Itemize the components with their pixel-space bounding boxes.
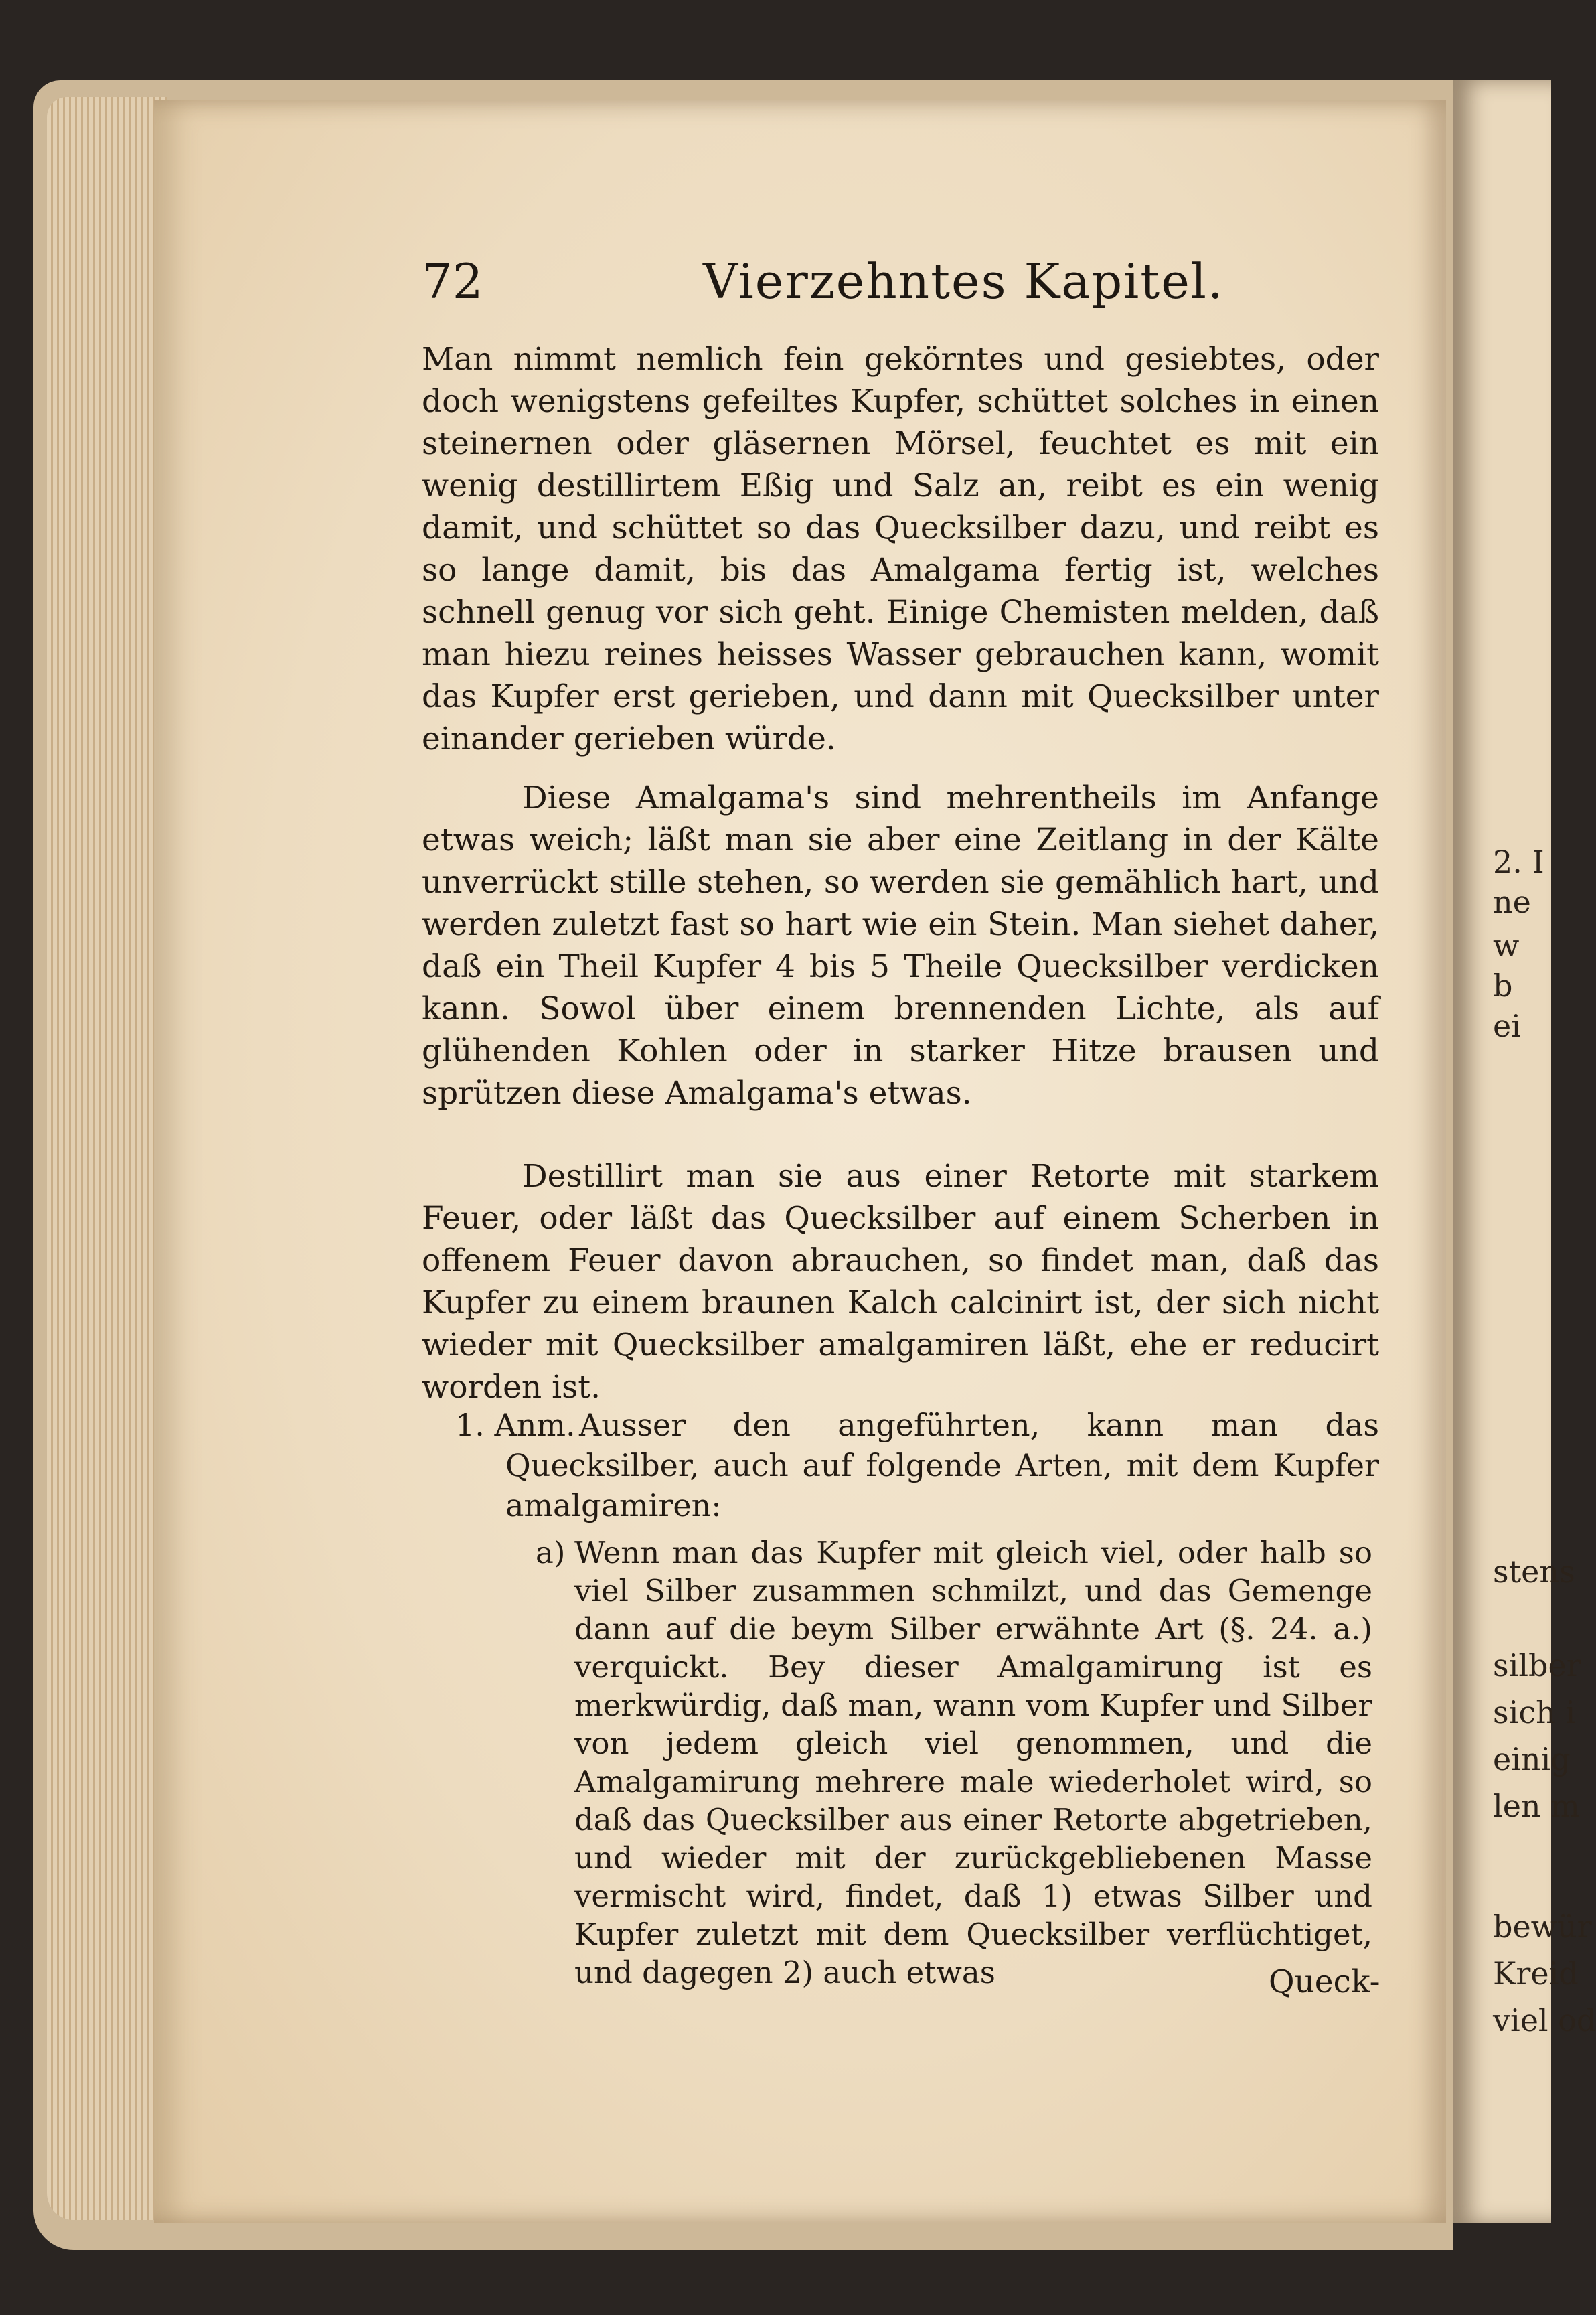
facing-fragment: w — [1493, 927, 1520, 964]
sub-annotation — [536, 1534, 1372, 1992]
sub-annotation-label: a) — [536, 1535, 566, 1570]
facing-fragment: Kreid — [1493, 1955, 1579, 1992]
facing-fragment: b — [1493, 968, 1513, 1004]
facing-fragment: sich i — [1493, 1694, 1576, 1730]
paragraph: Man nimmt nemlich fein gekörntes und gesiebtes, oder doch wenigstens gefeiltes Kupfer, schüttet solches in einen steinernen oder gläsernen Mörsel, feuchtet es mit ein wenig destillirtem Eßig und Salz an, reibt es ein wenig damit, und schüttet so das Quecksilber dazu, und reibt es so lange damit, bis das Amalgama fertig ist, welches schnell genug vor sich geht. Einige Chemisten melden, daß man hiezu reines heisses Wasser gebrauchen kann, womit das Kupfer erst gerieben, und dann mit Quecksilber unter einander gerieben würde. — [422, 341, 1379, 757]
paragraph: Destillirt man sie aus einer Retorte mit starkem Feuer, oder läßt das Quecksilber auf einem Scherben in offenem Feuer davon abrauchen, so findet man, daß das Kupfer zu einem braunen Kalch calcinirt ist, der sich nicht wieder mit Quecksilber amalgamiren läßt, ehe er reducirt worden ist. — [422, 1158, 1379, 1406]
facing-fragment: viel od — [1493, 2002, 1596, 2038]
facing-fragment: bewür — [1493, 1909, 1592, 1945]
facing-fragment: stens — [1493, 1554, 1575, 1590]
annotation-label: 1. Anm. — [455, 1407, 576, 1443]
annotation — [455, 1405, 1379, 1525]
facing-fragment: ei — [1493, 1008, 1521, 1044]
sub-annotation-text: Wenn man das Kupfer mit gleich viel, oder halb so viel Silber zusammen schmilzt, und das Gemenge dann auf die beym Silber erwähnte Art (§. 24. a.) verquickt. Bey dieser Amalgamirung ist es merkwürdig, daß man, wann vom Kupfer und Silber von jedem gleich viel genommen, und die Amalgamirung mehrere male wiederholet wird, so daß das Quecksilber aus einer Retorte abgetrieben, und wieder mit der zurückgebliebenen Masse vermischt wird, findet, daß 1) etwas Silber und Kupfer zuletzt mit dem Quecksilber verflüchtiget, und dagegen 2) auch etwas — [574, 1535, 1372, 1990]
page-stack-edges — [47, 97, 167, 2220]
facing-fragment: ne — [1493, 884, 1531, 920]
running-header — [422, 253, 1392, 327]
catchword: Queck- — [1269, 1963, 1380, 2000]
chapter-title: Vierzehntes Kapitel. — [703, 253, 1224, 309]
facing-fragment: silber — [1493, 1647, 1581, 1684]
facing-page-fragment — [1453, 80, 1596, 2223]
page-number: 72 — [422, 253, 483, 309]
facing-fragment: einig — [1493, 1741, 1571, 1777]
annotation-text: Ausser den angeführten, kann man das Quecksilber, auch auf folgende Arten, mit dem Kupfer amalgamiren: — [505, 1407, 1379, 1523]
facing-fragment: 2. I — [1493, 844, 1544, 880]
paragraph: Diese Amalgama's sind mehrentheils im Anfange etwas weich; läßt man sie aber eine Zeitlang in der Kälte unverrückt stille stehen, so werden sie gemählich hart, und werden zuletzt fast so hart wie ein Stein. Man siehet daher, daß ein Theil Kupfer 4 bis 5 Theile Quecksilber verdicken kann. Sowol über einem brennenden Lichte, als auf glühenden Kohlen oder in starker Hitze brausen und sprützen diese Amalgama's etwas. — [422, 779, 1379, 1112]
facing-fragment: len m — [1493, 1788, 1580, 1824]
